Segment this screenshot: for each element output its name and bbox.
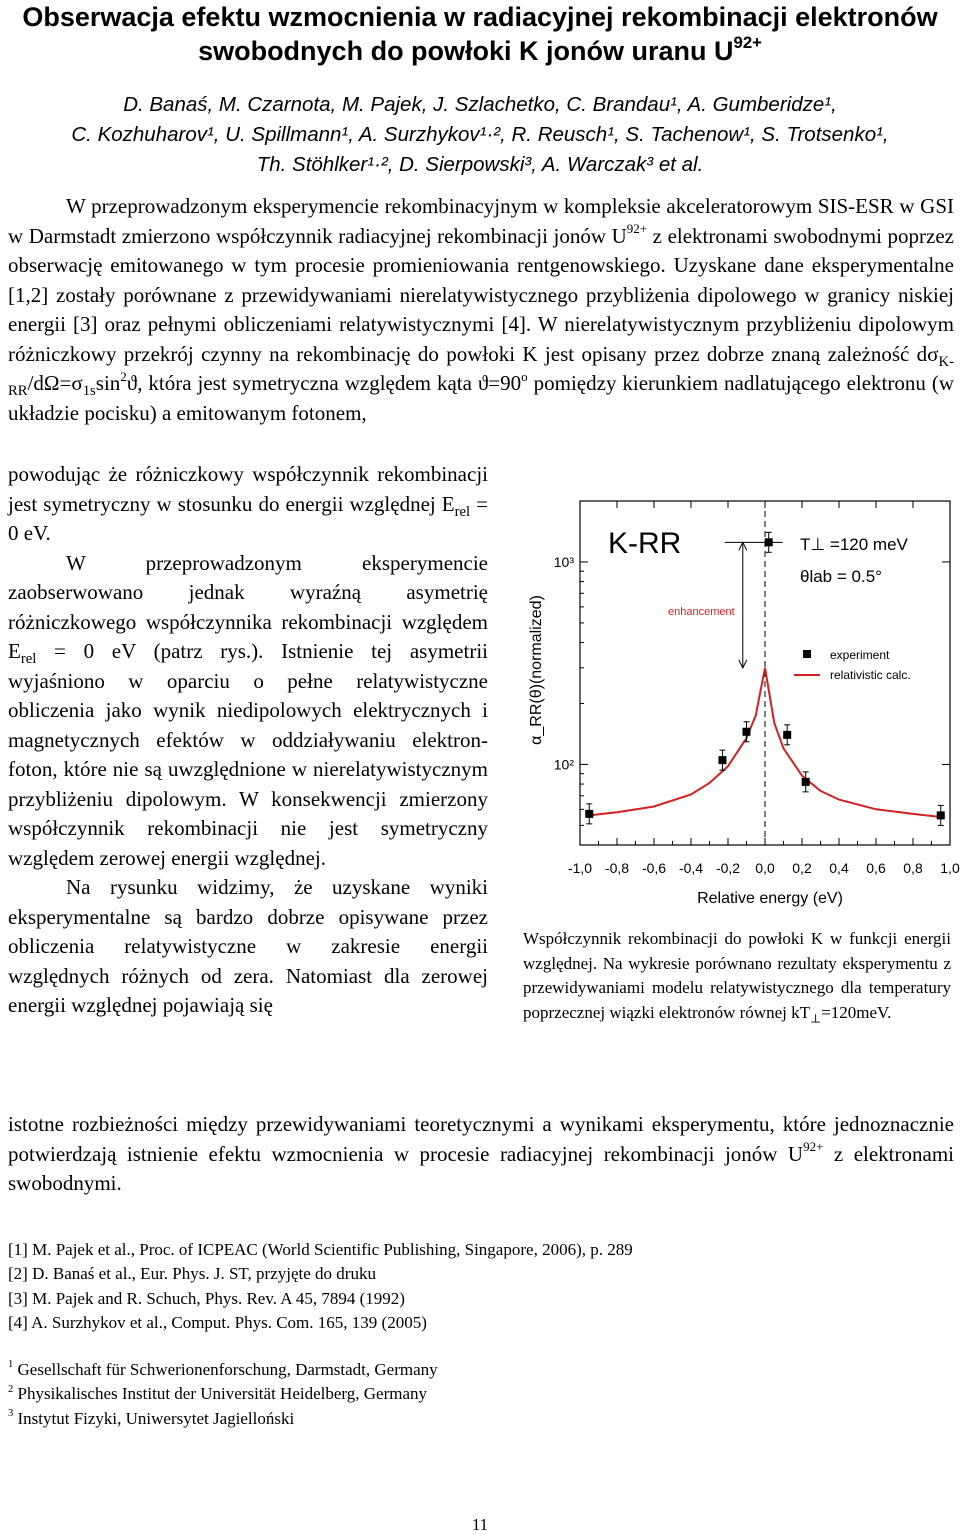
x-tick-label: 0,2	[792, 860, 812, 876]
legend-label-experiment: experiment	[830, 648, 890, 662]
data-point	[585, 810, 593, 818]
recombination-chart	[500, 495, 960, 915]
x-tick-label: 0,4	[829, 860, 849, 876]
data-point	[802, 778, 810, 786]
legend-label-calc: relativistic calc.	[830, 668, 911, 682]
references	[8, 1238, 633, 1335]
authors-line-2: C. Kozhuharov¹, U. Spillmann¹, A. Surzhykov¹·², R. Reusch¹, S. Tachenow¹, S. Trotsenko¹,	[71, 123, 889, 146]
x-tick-label: -0,6	[641, 860, 667, 876]
paper-title	[0, 0, 960, 68]
data-point	[783, 731, 791, 739]
reference-1: [1] M. Pajek et al., Proc. of ICPEAC (World Scientific Publishing, Singapore, 2006), p. 289	[8, 1240, 633, 1259]
x-tick-label: 1,0	[940, 860, 960, 876]
x-tick-label: -0,8	[604, 860, 630, 876]
angle-label: θlab = 0.5°	[800, 567, 882, 586]
x-tick-label: -0,4	[678, 860, 704, 876]
paragraph-intro: W przeprowadzonym eksperymencie rekombinacyjnym w kompleksie akceleratorowym SIS-ESR w GSI w Darmstadt zmierzono współczynnik radiacyjnej rekombinacji jonów $U^{92+}$ z elektronami swobodnymi poprzez obserwację emitowanego w tym procesie promieniowania rentgenowskiego. Uzyskane dane eksperymentalne [1,2] zostały porównane z przewidywaniami nierelatywistycznego przybliżenia dipolowego w granicy niskiej energii [3] oraz pełnymi obliczeniami relatywistycznymi [4]. W nierelatywistycznym przybliżeniu dipolowym różniczkowy przekrój czynny na rekombinację do powłoki K jest opisany przez dobrze znaną zależność $d\sigma_{K-RR}/d\Omega=\sigma_{1s}\sin^2ϑ$, która jest symetryczna względem kąta $ϑ=90^o$ pomiędzy kierunkiem nadlatującego elektronu (w układzie pocisku) a emitowanym fotonem,	[8, 194, 954, 425]
x-tick-label: -0,2	[715, 860, 741, 876]
y-tick-label: 10²	[553, 756, 574, 773]
data-point	[718, 756, 726, 764]
affiliation-3: $^3$ Instytut Fizyki, Uniwersytet Jagielloński	[8, 1407, 295, 1428]
enhancement-label: enhancement	[668, 606, 735, 618]
page-number: 11	[471, 1515, 489, 1534]
authors-line-3: Th. Stöhlker¹·², D. Sierpowski³, A. Warczak³ et al.	[256, 153, 704, 176]
author-list	[0, 90, 960, 180]
legend	[794, 648, 911, 682]
reference-2: [2] D. Banaś et al., Eur. Phys. J. ST, przyjęte do druku	[8, 1264, 376, 1284]
reference-4: [4] A. Surzhykov et al., Comput. Phys. Com. 165, 139 (2005)	[8, 1312, 427, 1332]
affiliations	[8, 1358, 438, 1431]
chart-title: K-RR	[608, 527, 682, 560]
x-tick-label: 0,8	[903, 860, 923, 876]
reference-3: [3] M. Pajek and R. Schuch, Phys. Rev. A 45, 7894 (1992)	[8, 1288, 405, 1308]
affiliation-2: $^2$ Physikalisches Institut der Universität Heidelberg, Germany	[8, 1383, 428, 1404]
paragraph-conclusion: istotne rozbieżności między przewidywaniami teoretycznymi a wynikami eksperymentu, które jednoznacznie potwierdzają istnienie efektu wzmocnienia w procesie radiacyjnej rekombinacji jonów $U^{92+}$ z elektronami swobodnymi.	[8, 1112, 954, 1195]
paragraph-left-column: powodując że różniczkowy współczynnik rekombinacji jest symetryczny w stosunku do energii względnej $E_{rel} = 0$ eV. W przeprowadzonym eksperymencie zaobserwowano jednak wyraźną asymetrię różniczkowego współczynnika rekombinacji względem $E_{rel} = 0$ eV (patrz rys.). Istnienie tej asymetrii wyjaśniono w oparciu o pełne relatywistyczne obliczenia jako wynik niedipolowych elektrycznych i magnetycznych efektów w oddziaływaniu elektron-foton, które nie są uwzględnione w nierelatywistycznym przybliżeniu dipolowym. W konsekwencji zmierzony współczynnik rekombinacji nie jest symetryczny względem zerowej energii względnej. Na rysunku widzimy, że uzyskane wyniki eksperymentalne są bardzo dobrze opisywane przez obliczenia relatywistyczne w zakresie energii względnych różnych od zera. Natomiast dla zerowej energii względnej pojawiają się	[8, 462, 489, 1017]
title-line-1: Obserwacja efektu wzmocnienia w radiacyjnej rekombinacji elektronów	[22, 2, 938, 32]
legend-marker-experiment	[803, 650, 811, 658]
data-point	[937, 811, 945, 819]
data-point	[743, 728, 751, 736]
x-tick-label: 0,6	[866, 860, 886, 876]
data-point	[765, 538, 773, 546]
temperature-label: T⊥ =120 meV	[800, 535, 908, 554]
figure-caption: Współczynnik rekombinacji do powłoki K w funkcji energii względnej. Na wykresie porównano rezultaty eksperymentu z przewidywaniami modelu relatywistycznego dla temperatury poprzecznej wiązki elektronów równej $kT_\perp=120meV$.	[523, 929, 951, 1026]
y-axis-label: α_RR(θ)(normalized)	[528, 595, 545, 745]
affiliation-1: $^1$ Gesellschaft für Schwerionenforschung, Darmstadt, Germany	[8, 1359, 438, 1379]
authors-line-1: D. Banaś, M. Czarnota, M. Pajek, J. Szlachetko, C. Brandau¹, A. Gumberidze¹,	[123, 93, 837, 116]
y-tick-label: 10³	[553, 553, 574, 570]
x-tick-label: -1,0	[567, 860, 593, 876]
title-line-2: swobodnych do powłoki K jonów uranu $U^{92+}$	[198, 33, 762, 66]
x-axis-label: Relative energy (eV)	[697, 890, 843, 907]
x-tick-label: 0,0	[755, 860, 775, 876]
